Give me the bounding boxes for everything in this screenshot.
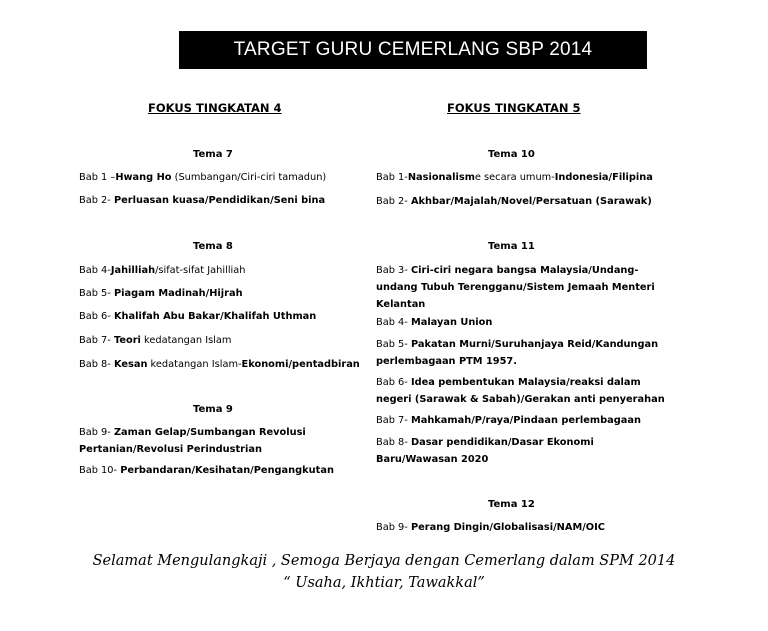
bab-6-f5-cont bbox=[376, 391, 665, 408]
bab-4-f5 bbox=[376, 314, 492, 331]
text: Bab 6- bbox=[79, 311, 114, 322]
bab-8-f5 bbox=[376, 434, 594, 451]
bold-text: Khalifah Abu Bakar/Khalifah Uthman bbox=[113, 311, 317, 322]
footer-motto: “ Usaha, Ikhtiar, Tawakkal” bbox=[283, 575, 485, 591]
bab-1-f4 bbox=[79, 169, 326, 186]
tema-8-label: Tema 8 bbox=[193, 241, 233, 252]
text: Bab 2- bbox=[79, 195, 114, 206]
text: Bab 1 – bbox=[79, 172, 116, 183]
bold-text: Teori bbox=[113, 335, 141, 346]
bold-text: Mahkamah/P/raya/Pindaan perlembagaan bbox=[410, 415, 641, 426]
text: e secara umum- bbox=[474, 172, 555, 183]
text: Bab 10- bbox=[79, 465, 121, 476]
text: Bab 4- bbox=[376, 317, 411, 328]
bab-10-f4 bbox=[79, 462, 334, 479]
bold-text: Ciri-ciri negara bangsa Malaysia/Undang- bbox=[410, 265, 639, 276]
bold-text: Baru/Wawasan 2020 bbox=[376, 454, 489, 465]
text: Bab 9- bbox=[376, 522, 411, 533]
bab-5-f5 bbox=[376, 336, 658, 353]
bold-text: Dasar pendidikan/Dasar Ekonomi bbox=[410, 437, 594, 448]
bold-text: Jahilliah bbox=[110, 265, 156, 276]
bold-text: Malayan Union bbox=[410, 317, 493, 328]
bold-text: Nasionalism bbox=[407, 172, 475, 183]
bab-5-f5-cont bbox=[376, 353, 517, 370]
text: Bab 7- bbox=[79, 335, 114, 346]
bold-text: perlembagaan PTM 1957. bbox=[376, 356, 517, 367]
bold-text: Kelantan bbox=[376, 299, 426, 310]
bab-6-f5 bbox=[376, 374, 641, 391]
tema-11-label: Tema 11 bbox=[488, 241, 535, 252]
bab-8-f5-cont bbox=[376, 451, 488, 468]
bold-text: Piagam Madinah/Hijrah bbox=[113, 288, 243, 299]
bab-5-f4 bbox=[79, 285, 243, 302]
bold-text: Idea pembentukan Malaysia/reaksi dalam bbox=[410, 377, 641, 388]
text: Bab 5- bbox=[376, 339, 411, 350]
bold-text: Perang Dingin/Globalisasi/NAM/OIC bbox=[410, 522, 605, 533]
bab-9-f5 bbox=[376, 519, 605, 536]
text: Bab 2- bbox=[376, 196, 411, 207]
bold-text: Indonesia/Filipina bbox=[554, 172, 653, 183]
tema-12-label: Tema 12 bbox=[488, 499, 535, 510]
tema-7-label: Tema 7 bbox=[193, 149, 233, 160]
bold-text: Pertanian/Revolusi Perindustrian bbox=[79, 444, 262, 455]
text: Bab 8- bbox=[376, 437, 411, 448]
bab-1-f5 bbox=[376, 169, 653, 186]
text: kedatangan Islam- bbox=[147, 359, 242, 370]
text: Bab 5- bbox=[79, 288, 114, 299]
text: Bab 8- bbox=[79, 359, 114, 370]
bab-3-f5-cont-2 bbox=[376, 296, 425, 313]
bab-2-f4 bbox=[79, 192, 325, 209]
text: Bab 3- bbox=[376, 265, 411, 276]
bold-text: Hwang Ho bbox=[115, 172, 172, 183]
bold-text: Perluasan kuasa/Pendidikan/Seni bina bbox=[113, 195, 326, 206]
bold-text: undang Tubuh Terengganu/Sistem Jemaah Menteri bbox=[376, 282, 655, 293]
page-title: TARGET GURU CEMERLANG SBP 2014 bbox=[179, 31, 647, 69]
bab-4-f4 bbox=[79, 262, 245, 279]
bold-text: Perbandaran/Kesihatan/Pengangkutan bbox=[120, 465, 334, 476]
bab-9-f4-cont bbox=[79, 441, 262, 458]
bold-text: negeri (Sarawak & Sabah)/Gerakan anti penyerahan bbox=[376, 394, 665, 405]
tema-10-label: Tema 10 bbox=[488, 149, 535, 160]
bab-3-f5 bbox=[376, 262, 638, 279]
bold-text: Pakatan Murni/Suruhanjaya Reid/Kandungan bbox=[410, 339, 659, 350]
bold-text: Ekonomi/pentadbiran bbox=[241, 359, 360, 370]
text: kedatangan Islam bbox=[140, 335, 232, 346]
bab-7-f5 bbox=[376, 412, 641, 429]
text: (Sumbangan/Ciri-ciri tamadun) bbox=[171, 172, 327, 183]
text: Bab 9- bbox=[79, 427, 114, 438]
text: /sifat-sifat Jahilliah bbox=[155, 265, 246, 276]
text: Bab 7- bbox=[376, 415, 411, 426]
bab-2-f5 bbox=[376, 193, 652, 210]
bold-text: Zaman Gelap/Sumbangan Revolusi bbox=[113, 427, 306, 438]
text: Bab 6- bbox=[376, 377, 411, 388]
bab-9-f4 bbox=[79, 424, 306, 441]
bold-text: Akhbar/Majalah/Novel/Persatuan (Sarawak) bbox=[410, 196, 652, 207]
text: Bab 1- bbox=[376, 172, 408, 183]
bab-7-f4 bbox=[79, 332, 231, 349]
tema-9-label: Tema 9 bbox=[193, 404, 233, 415]
bold-text: Kesan bbox=[113, 359, 148, 370]
footer-wish: Selamat Mengulangkaji , Semoga Berjaya dengan Cemerlang dalam SPM 2014 bbox=[92, 553, 676, 569]
heading-tingkatan-4: FOKUS TINGKATAN 4 bbox=[148, 101, 282, 115]
bab-3-f5-cont-1 bbox=[376, 279, 655, 296]
heading-tingkatan-5: FOKUS TINGKATAN 5 bbox=[447, 101, 581, 115]
text: Bab 4- bbox=[79, 265, 111, 276]
bab-8-f4 bbox=[79, 356, 360, 373]
bab-6-f4 bbox=[79, 308, 316, 325]
